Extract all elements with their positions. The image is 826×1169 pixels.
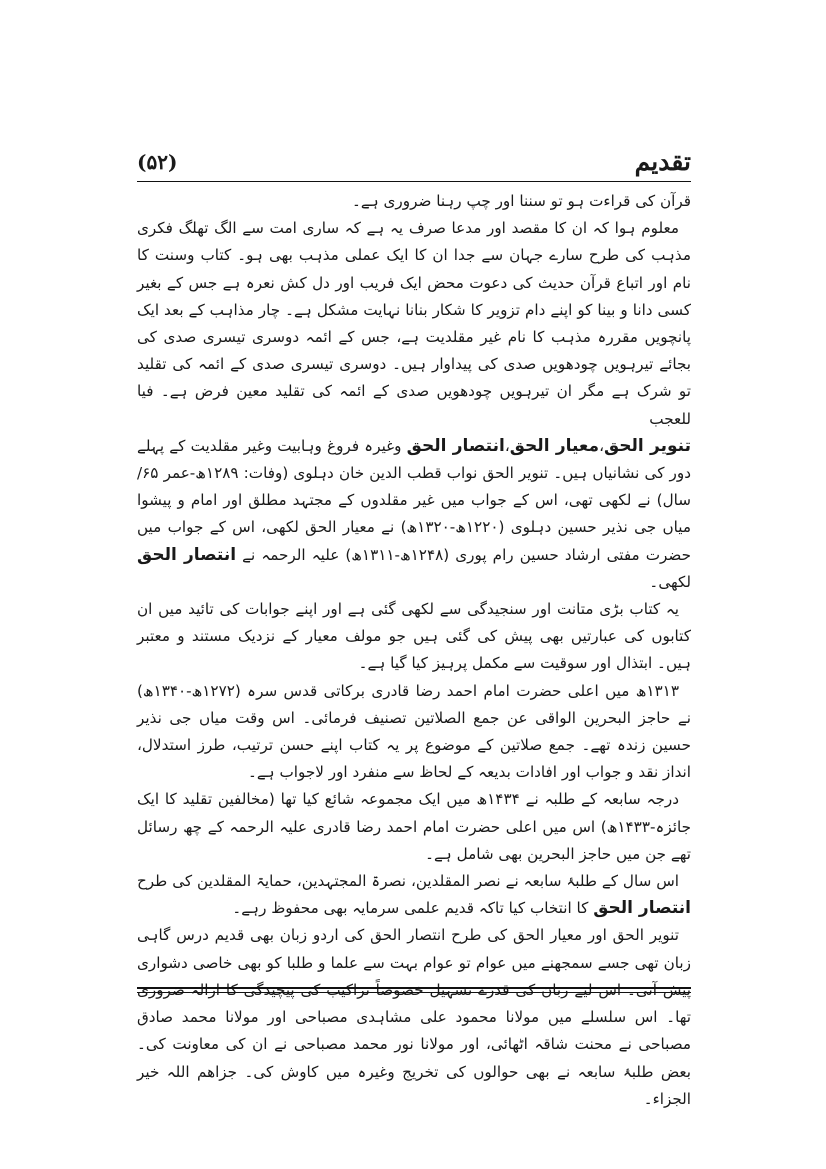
book-title-intisar-3: انتصار الحق bbox=[593, 898, 691, 919]
page-header bbox=[137, 143, 691, 177]
separator-2: ، bbox=[504, 436, 510, 455]
book-title-intisar: انتصار الحق bbox=[406, 435, 505, 456]
chapter-title: تقدیم bbox=[634, 147, 691, 176]
paragraph-2: معلوم ہوا کہ ان کا مقصد اور مدعا صرف یہ ہے کہ ساری امت سے الگ تھلگ فکری مذہب کی طرح سارے جہان سے جدا ان کا ایک عملی مذہب بھی ہو۔ کتاب وسنت کا نام اور اتباع قرآن حدیث کی دعوت محض ایک فریب اور دل کش نعرہ ہے جس کے بغیر کسی دانا و بینا کو اپنے دام تزویر کا شکار بنانا نہایت مشکل ہے۔ چار مذاہب کے بعد ایک پانچویں مقررہ مذہب کا نام غیر مقلدیت ہے، جس کے ائمہ دوسری تیسری صدی کی بجائے تیرہویں چودھویں صدی کی پیداوار ہیں۔ دوسری تیسری صدی کے ائمہ کی تقلید تو شرک ہے مگر ان تیرہویں چودھویں صدی کے ائمہ کی تقلید معین فرض ہے۔ فیا للعجب bbox=[137, 219, 691, 428]
footer-rule-thick bbox=[137, 987, 691, 989]
paragraph-7 bbox=[137, 868, 691, 922]
paragraph-5: ۱۳۱۳ھ میں اعلی حضرت امام احمد رضا قادری برکاتی قدس سرہ (۱۲۷۲ھ-۱۳۴۰ھ) نے حاجز البحرین الواقی عن جمع الصلاتین تصنیف فرمائی۔ اس وقت میاں جی نذیر حسین زندہ تھے۔ جمع صلاتین کے موضوع پر یہ کتاب اپنے حسن ترتیب، طرز استدلال، انداز نقد و جواب اور افادات بدیعہ کے لحاظ سے منفرد اور لاجواب ہے۔ bbox=[137, 681, 691, 782]
paragraph-1: قرآن کی قراءت ہو تو سننا اور چپ رہنا ضروری ہے۔ bbox=[352, 192, 691, 210]
book-title-intisar-2: انتصار الحق bbox=[137, 544, 237, 565]
book-title-tanweer: تنویر الحق bbox=[603, 435, 691, 456]
paragraph-8: تنویر الحق اور معیار الحق کی طرح انتصار الحق کی اردو زبان بھی قدیم درس گاہی زبان تھی جسے سمجھنے میں عوام تو عوام بہت سے علما و طلبا کو بھی خاصی دشواری پیش آتی۔ اس لیے زبان کی قدرے تسہیل خصوصاً تراکیب کی پیچیدگی کا ازالہ ضروری تھا۔ اس سلسلے میں مولانا محمود علی مشاہدی مصباحی اور مولانا محمد صادق مصباحی نے محنت شاقہ اٹھائی، اور مولانا نور محمد مصباحی نے ان کی معاونت کی۔ بعض طلبۂ سابعہ نے بھی حوالوں کی تخریج وغیرہ میں کاوش کی۔ جزاھم اللہ خیر الجزاء۔ bbox=[137, 926, 691, 1108]
book-title-miyar: معیار الحق bbox=[509, 435, 600, 456]
paragraph-3 bbox=[137, 433, 691, 596]
paragraph-6: درجہ سابعہ کے طلبہ نے ۱۴۳۴ھ میں ایک مجموعہ شائع کیا تھا (مخالفین تقلید کا ایک جائزہ-۱۴۳۳ھ) اس میں اعلی حضرت امام احمد رضا قادری علیہ الرحمہ کے چھ رسائل تھے جن میں حاجز البحرین بھی شامل ہے۔ bbox=[137, 790, 691, 863]
header-rule bbox=[137, 181, 691, 182]
paragraph-7-end: کا انتخاب کیا تاکہ قدیم علمی سرمایہ بھی محفوظ رہے۔ bbox=[232, 899, 589, 918]
paragraph-4: یہ کتاب بڑی متانت اور سنجیدگی سے لکھی گئی ہے اور اپنے جوابات کی تائید میں ان کتابوں کی عبارتیں بھی پیش کی گئی ہیں جو مولف معیار کے نزدیک مستند و معتبر ہیں۔ ابتذال اور سوقیت سے مکمل پرہیز کیا گیا ہے۔ bbox=[137, 600, 691, 673]
body-text bbox=[137, 188, 691, 1113]
footer-rule-thin bbox=[137, 992, 691, 993]
paragraph-7-start: اس سال کے طلبۂ سابعہ نے نصر المقلدین، نصرۃ المجتہدین، حمایۃ المقلدین کی طرح bbox=[137, 872, 679, 891]
paragraph-3-text: وغیرہ فروغ وہابیت وغیر مقلدیت کے پہلے دور کی نشانیاں ہیں۔ تنویر الحق نواب قطب الدین خان دہلوی (وفات: ۱۲۸۹ھ-عمر ۶۵/سال) نے لکھی تھی، اس کے جواب میں غیر مقلدوں کے مجتہد مطلق اور امام و پیشوا میاں جی نذیر حسین دہلوی (۱۲۲۰ھ-۱۳۲۰ھ) نے معیار الحق لکھی، اس کے جواب میں حضرت مفتی ارشاد حسین رام پوری (۱۲۴۸ھ-۱۳۱۱ھ) علیہ الرحمہ نے bbox=[137, 436, 691, 564]
page-number: (۵۲) bbox=[137, 150, 178, 174]
separator-1: ، bbox=[599, 436, 604, 455]
paragraph-3-end: لکھی۔ bbox=[649, 572, 691, 591]
